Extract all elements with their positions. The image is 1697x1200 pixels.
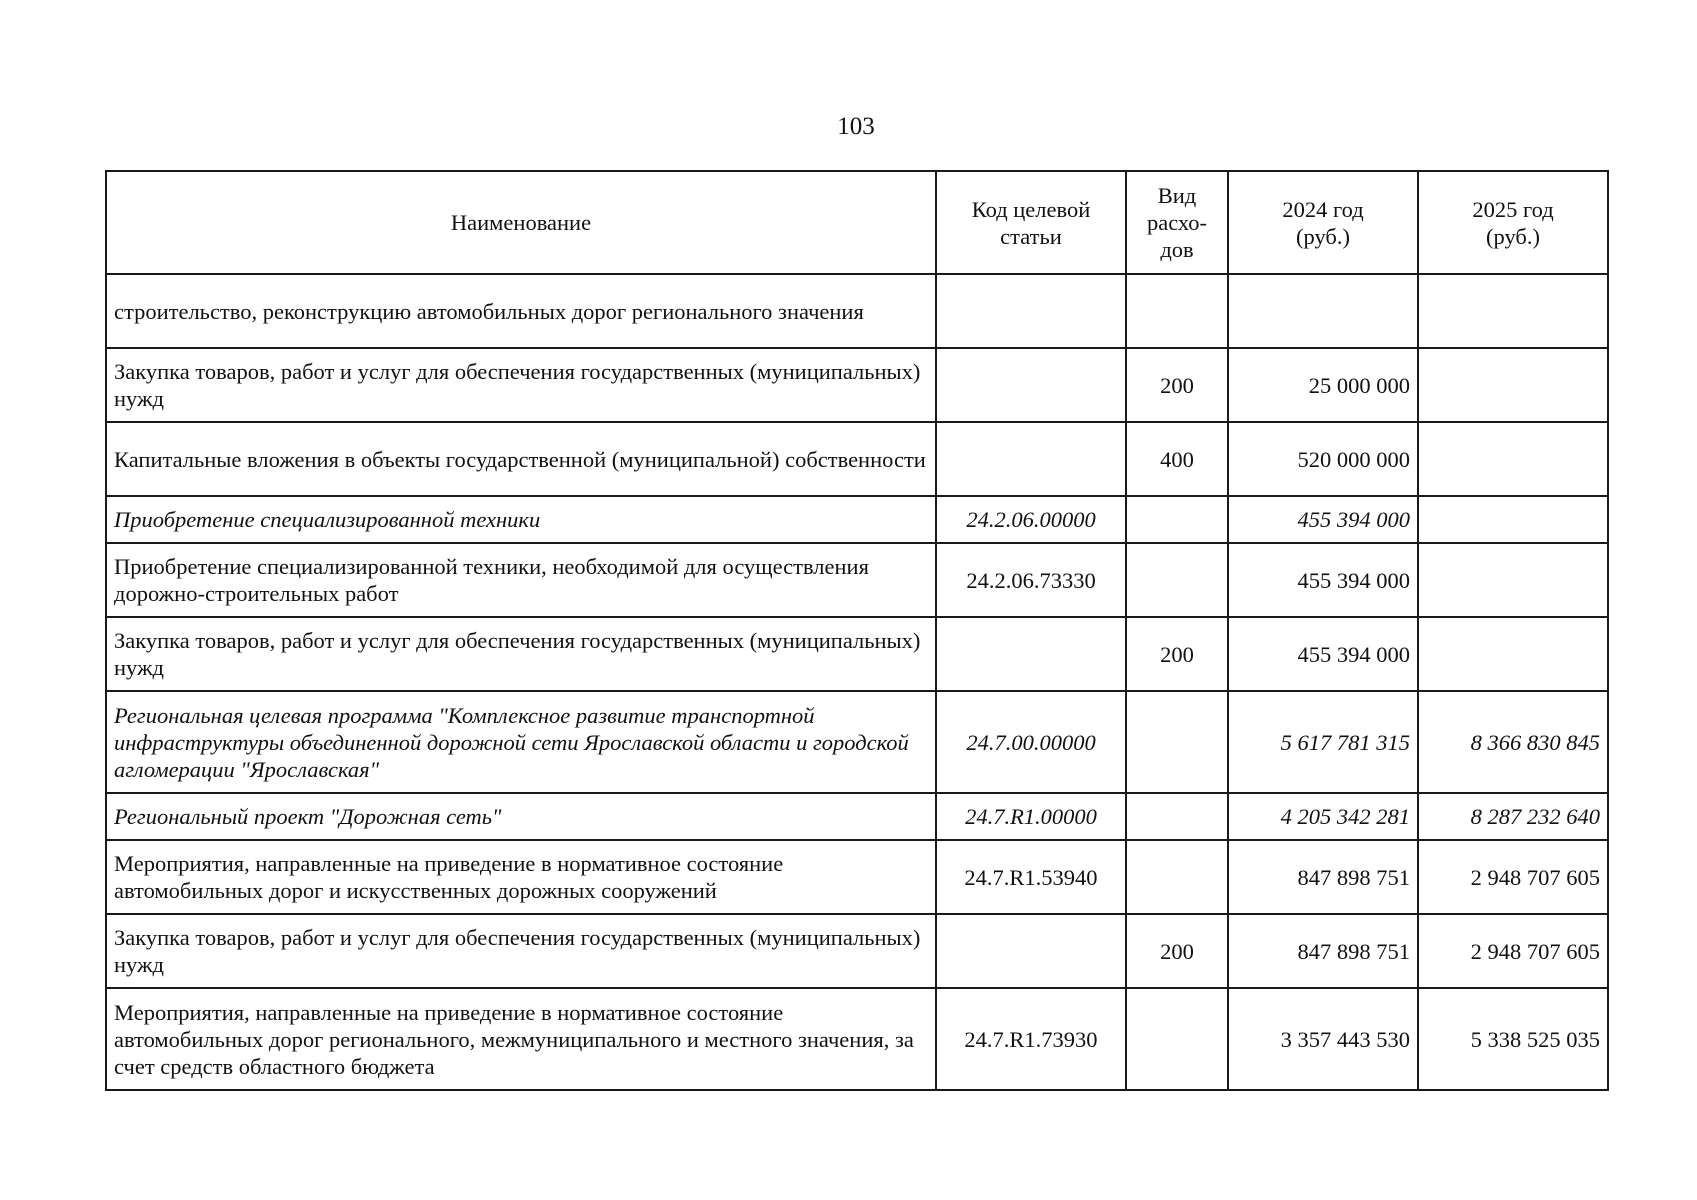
table-row [106, 914, 1608, 988]
row-name: Мероприятия, направленные на приведение в нормативное состояние автомобильных дорог и искусственных дорожных сооружений [106, 840, 936, 914]
row-kind [1126, 496, 1228, 543]
table-header-row [106, 171, 1608, 274]
row-2025: 2 948 707 605 [1418, 840, 1608, 914]
row-code [936, 422, 1126, 496]
header-name: Наименование [106, 171, 936, 274]
row-2025: 8 287 232 640 [1418, 793, 1608, 840]
table-row [106, 543, 1608, 617]
row-code [936, 617, 1126, 691]
row-code: 24.7.R1.73930 [936, 988, 1126, 1090]
row-kind [1126, 274, 1228, 348]
header-2025: 2025 год (руб.) [1418, 171, 1608, 274]
row-2024: 25 000 000 [1228, 348, 1418, 422]
table-row [106, 274, 1608, 348]
table-row [106, 691, 1608, 793]
row-2024: 4 205 342 281 [1228, 793, 1418, 840]
row-2025 [1418, 543, 1608, 617]
row-2025: 5 338 525 035 [1418, 988, 1608, 1090]
row-code: 24.2.06.00000 [936, 496, 1126, 543]
row-name: Приобретение специализированной техники [106, 496, 936, 543]
row-name: Капитальные вложения в объекты государственной (муниципальной) собственности [106, 422, 936, 496]
table-row [106, 496, 1608, 543]
row-2024: 847 898 751 [1228, 914, 1418, 988]
row-2025: 8 366 830 845 [1418, 691, 1608, 793]
header-kind: Вид расхо-дов [1126, 171, 1228, 274]
row-kind [1126, 691, 1228, 793]
row-kind: 400 [1126, 422, 1228, 496]
row-name: строительство, реконструкцию автомобильных дорог регионального значения [106, 274, 936, 348]
table-row [106, 348, 1608, 422]
row-2024: 455 394 000 [1228, 617, 1418, 691]
row-code [936, 274, 1126, 348]
row-code [936, 348, 1126, 422]
row-2025: 2 948 707 605 [1418, 914, 1608, 988]
row-code: 24.7.R1.00000 [936, 793, 1126, 840]
row-code: 24.7.00.00000 [936, 691, 1126, 793]
row-2024: 455 394 000 [1228, 496, 1418, 543]
header-2024: 2024 год (руб.) [1228, 171, 1418, 274]
row-2025 [1418, 348, 1608, 422]
budget-table [105, 170, 1609, 1091]
header-code: Код целевой статьи [936, 171, 1126, 274]
row-name: Мероприятия, направленные на приведение в нормативное состояние автомобильных дорог регионального, межмуниципального и местного значения, за счет средств областного бюджета [106, 988, 936, 1090]
row-name: Закупка товаров, работ и услуг для обеспечения государственных (муниципальных) нужд [106, 914, 936, 988]
row-2024: 5 617 781 315 [1228, 691, 1418, 793]
row-kind [1126, 988, 1228, 1090]
row-2025 [1418, 617, 1608, 691]
table-row [106, 988, 1608, 1090]
row-2025 [1418, 496, 1608, 543]
row-kind [1126, 840, 1228, 914]
table-row [106, 617, 1608, 691]
table-row [106, 422, 1608, 496]
row-kind: 200 [1126, 348, 1228, 422]
row-kind: 200 [1126, 914, 1228, 988]
row-name: Приобретение специализированной техники, необходимой для осуществления дорожно-строительных работ [106, 543, 936, 617]
table-row [106, 793, 1608, 840]
row-name: Закупка товаров, работ и услуг для обеспечения государственных (муниципальных) нужд [106, 348, 936, 422]
row-kind [1126, 793, 1228, 840]
row-2024 [1228, 274, 1418, 348]
row-code: 24.7.R1.53940 [936, 840, 1126, 914]
row-name: Закупка товаров, работ и услуг для обеспечения государственных (муниципальных) нужд [106, 617, 936, 691]
row-2024: 455 394 000 [1228, 543, 1418, 617]
row-2024: 3 357 443 530 [1228, 988, 1418, 1090]
row-2024: 847 898 751 [1228, 840, 1418, 914]
row-kind: 200 [1126, 617, 1228, 691]
row-kind [1126, 543, 1228, 617]
row-2025 [1418, 422, 1608, 496]
row-code: 24.2.06.73330 [936, 543, 1126, 617]
row-2025 [1418, 274, 1608, 348]
table-row [106, 840, 1608, 914]
row-code [936, 914, 1126, 988]
row-2024: 520 000 000 [1228, 422, 1418, 496]
row-name: Региональная целевая программа "Комплексное развитие транспортной инфраструктуры объединенной дорожной сети Ярославской области и городской агломерации "Ярославская" [106, 691, 936, 793]
row-name: Региональный проект "Дорожная сеть" [106, 793, 936, 840]
page-number: 103 [837, 113, 875, 140]
